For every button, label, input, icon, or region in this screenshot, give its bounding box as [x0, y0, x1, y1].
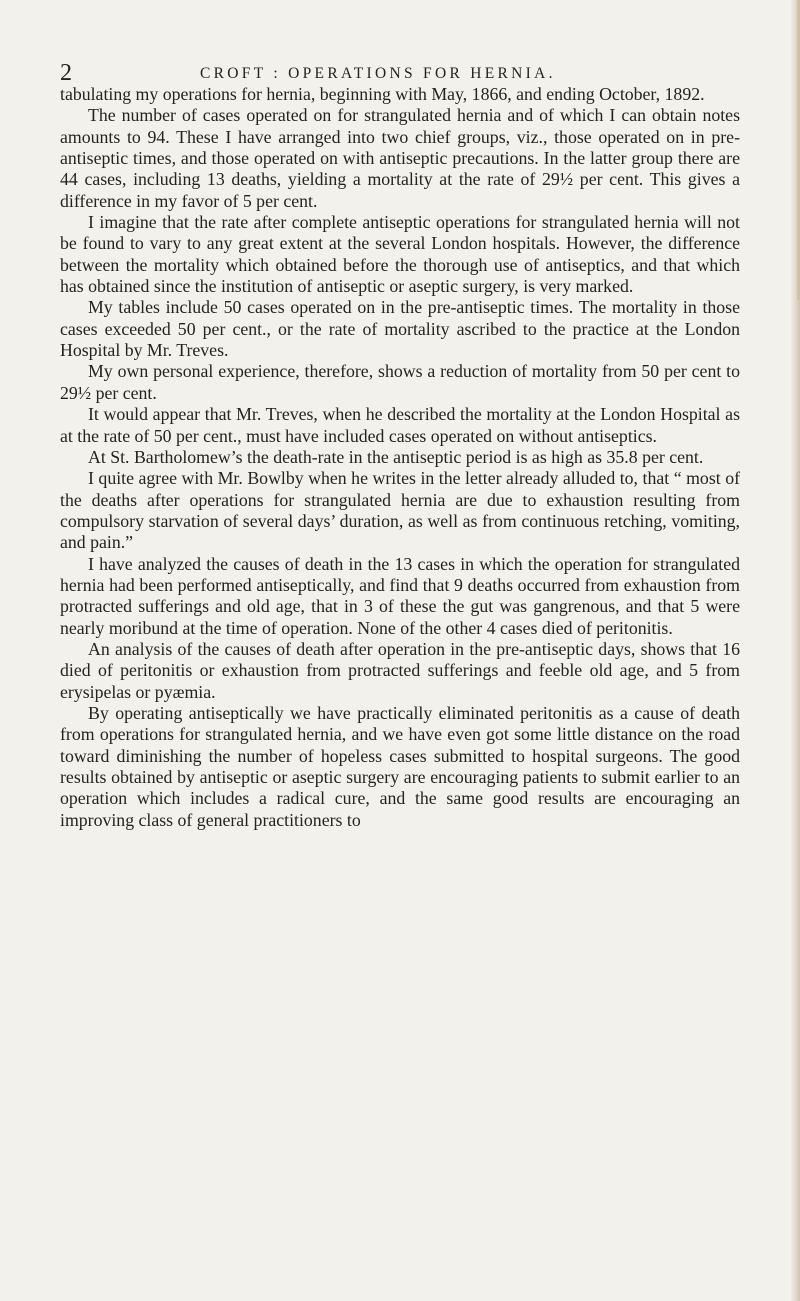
paragraph-causes-pre-antiseptic: An analysis of the causes of death after operation in the pre-antiseptic days, shows that 16 died of peritonitis or exhaustion from protracted sufferings and feeble old age, and 5 from erysipelas or pyæmia.	[60, 638, 740, 702]
paragraph-causes-antiseptic: I have analyzed the causes of death in the 13 cases in which the operation for strangulated hernia had been performed antiseptically, and find that 9 deaths occurred from exhaustion from protracted sufferings and old age, that in 3 of these the gut was gangrenous, and that 5 were nearly moribund at the time of operation. None of the other 4 cases died of peritonitis.	[60, 553, 740, 638]
running-title: CROFT : OPERATIONS FOR HERNIA.	[200, 65, 556, 82]
paragraph-continued: tabulating my operations for hernia, beginning with May, 1866, and ending October, 1892.	[60, 84, 705, 104]
paragraph-treves: It would appear that Mr. Treves, when he described the mortality at the London Hospital as at the rate of 50 per cent., must have included cases operated on without antiseptics.	[60, 404, 740, 446]
paragraph-personal-experience: My own personal experience, therefore, shows a reduction of mortality from 50 per cent to 29½ per cent.	[60, 361, 740, 403]
paragraph-london-hospitals: I imagine that the rate after complete antiseptic operations for strangulated hernia will not be found to vary to any great extent at the several London hospitals. However, the difference between the mortality which obtained before the thorough use of antiseptics, and that which has obtained since the institution of antiseptic or aseptic surgery, is very marked.	[60, 212, 740, 297]
paragraph-conclusion: By operating antiseptically we have practically eliminated peritonitis as a cause of death from operations for strangulated hernia, and we have even got some little distance on the road toward diminishing the number of hopeless cases submitted to hospital surgeons. The good results obtained by antiseptic or aseptic surgery are encouraging patients to submit earlier to an operation which includes a radical cure, and the same good results are encouraging an improving class of general practitioners to	[60, 702, 740, 830]
paragraph-case-groups: The number of cases operated on for strangulated hernia and of which I can obtain notes amounts to 94. These I have arranged into two chief groups, viz., those operated on in pre-antiseptic times, and those operated on with antiseptic precautions. In the latter group there are 44 cases, including 13 deaths, yielding a mortality at the rate of 29½ per cent. This gives a difference in my favor of 5 per cent.	[60, 105, 740, 211]
paragraph-pre-antiseptic-tables: My tables include 50 cases operated on in the pre-antiseptic times. The mortality in those cases exceeded 50 per cent., or the rate of mortality ascribed to the practice at the London Hospital by Mr. Treves.	[60, 297, 740, 361]
body-text	[60, 84, 740, 831]
paragraph-bowlby-quote: I quite agree with Mr. Bowlby when he writes in the letter already alluded to, that “ most of the deaths after operations for strangulated hernia are due to exhaustion resulting from compulsory starvation of several days’ duration, as well as from continuous retching, vomiting, and pain.”	[60, 468, 740, 553]
page-number: 2	[60, 60, 72, 86]
paragraph-st-bartholomews: At St. Bartholomew’s the death-rate in the antiseptic period is as high as 35.8 per cent.	[88, 446, 704, 467]
